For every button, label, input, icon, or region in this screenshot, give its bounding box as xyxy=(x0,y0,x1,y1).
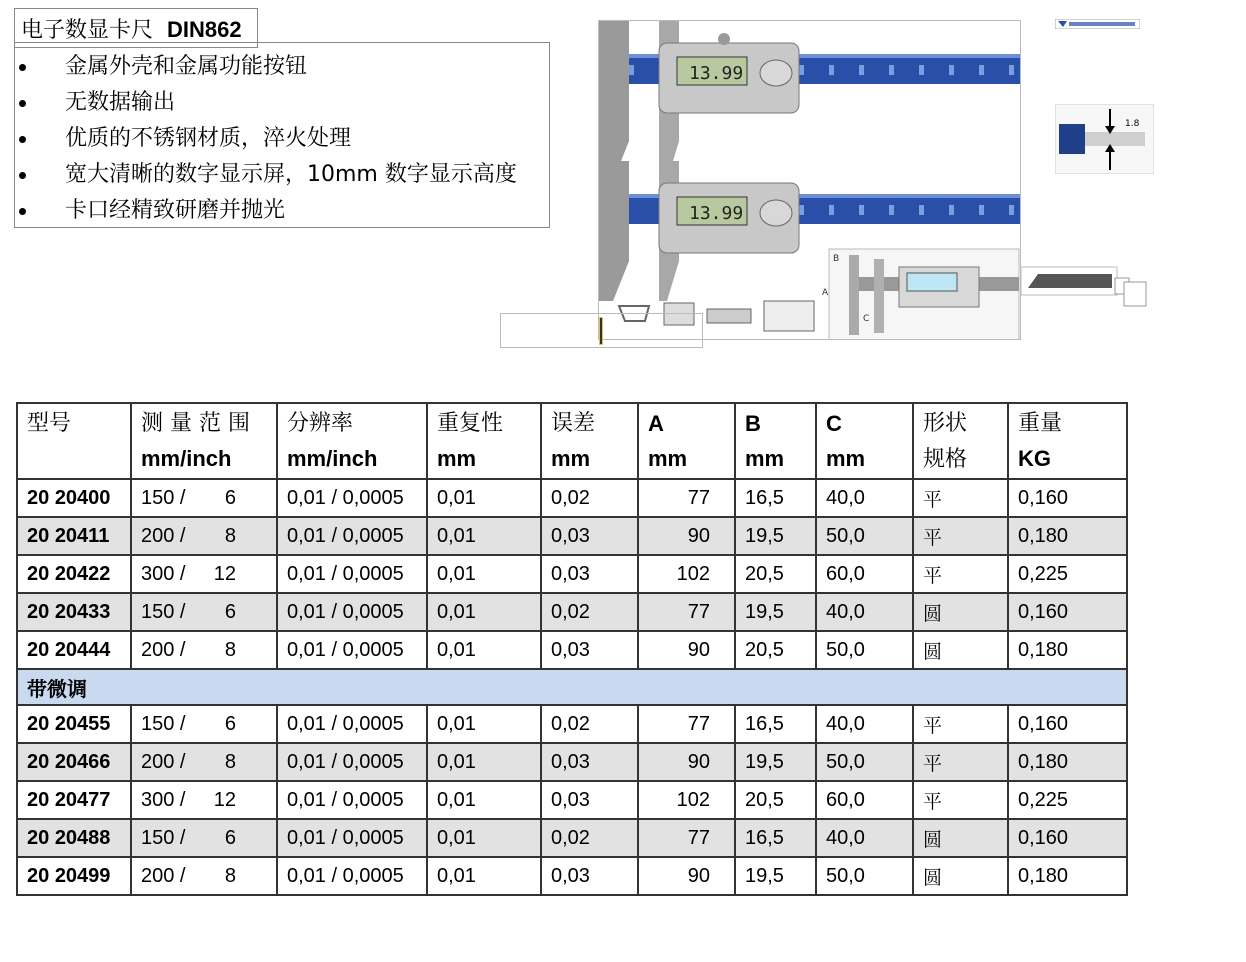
cell-weight: 0,160 xyxy=(1008,705,1127,743)
cell-c: 40,0 xyxy=(816,705,913,743)
cell-shape: 圆 xyxy=(913,631,1008,669)
cell-range: 150 / 6 xyxy=(131,705,277,743)
image-frame xyxy=(500,313,703,348)
cell-range: 200 / 8 xyxy=(131,631,277,669)
cell-a: 77 xyxy=(638,705,735,743)
cell-resolution: 0,01 / 0,0005 xyxy=(277,857,427,895)
table-body xyxy=(17,479,1127,895)
table-header-row xyxy=(17,403,1127,479)
lcd-reading-1: 13.99 xyxy=(689,63,744,84)
cell-repeatability: 0,01 xyxy=(427,555,541,593)
cell-model: 20 20488 xyxy=(17,819,131,857)
cell-shape: 圆 xyxy=(913,857,1008,895)
section-label: 带微调 xyxy=(17,669,1127,705)
feature-item: 宽大清晰的数字显示屏，10mm 数字显示高度 xyxy=(15,157,549,193)
cell-weight: 0,225 xyxy=(1008,555,1127,593)
title-standard: DIN862 xyxy=(167,17,242,42)
table-row xyxy=(17,819,1127,857)
cell-c: 40,0 xyxy=(816,819,913,857)
cell-b: 19,5 xyxy=(735,517,816,555)
cell-shape: 平 xyxy=(913,781,1008,819)
cell-c: 50,0 xyxy=(816,631,913,669)
cell-model: 20 20400 xyxy=(17,479,131,517)
cell-range: 300 / 12 xyxy=(131,781,277,819)
caliper-illustration xyxy=(599,21,1021,340)
cell-model: 20 20477 xyxy=(17,781,131,819)
cell-weight: 0,180 xyxy=(1008,743,1127,781)
header-c: C mm xyxy=(816,403,913,479)
cell-a: 90 xyxy=(638,517,735,555)
cell-resolution: 0,01 / 0,0005 xyxy=(277,555,427,593)
feature-item: 金属外壳和金属功能按钮 xyxy=(15,49,549,85)
dimension-label-a: A xyxy=(822,288,829,298)
header-b: B mm xyxy=(735,403,816,479)
cell-b: 20,5 xyxy=(735,555,816,593)
cell-shape: 平 xyxy=(913,479,1008,517)
cell-shape: 平 xyxy=(913,517,1008,555)
caliper-photo-area xyxy=(598,20,1021,340)
cell-a: 77 xyxy=(638,819,735,857)
cell-repeatability: 0,01 xyxy=(427,517,541,555)
cell-range: 200 / 8 xyxy=(131,857,277,895)
table-row xyxy=(17,517,1127,555)
cell-b: 16,5 xyxy=(735,479,816,517)
table-row xyxy=(17,705,1127,743)
header-shape: 形状 规格 xyxy=(913,403,1008,479)
cell-resolution: 0,01 / 0,0005 xyxy=(277,705,427,743)
header-resolution: 分辨率 mm/inch xyxy=(277,403,427,479)
cell-c: 40,0 xyxy=(816,593,913,631)
cell-b: 19,5 xyxy=(735,743,816,781)
cell-b: 19,5 xyxy=(735,857,816,895)
cell-error: 0,03 xyxy=(541,781,638,819)
cell-c: 50,0 xyxy=(816,517,913,555)
cell-c: 50,0 xyxy=(816,857,913,895)
cell-shape: 平 xyxy=(913,705,1008,743)
header-range: 测 量 范 围 mm/inch xyxy=(131,403,277,479)
cell-b: 20,5 xyxy=(735,781,816,819)
spec-table xyxy=(16,402,1128,896)
table-row xyxy=(17,857,1127,895)
cell-error: 0,03 xyxy=(541,555,638,593)
header-weight: 重量 KG xyxy=(1008,403,1127,479)
cell-shape: 圆 xyxy=(913,819,1008,857)
cell-shape: 圆 xyxy=(913,593,1008,631)
cell-b: 20,5 xyxy=(735,631,816,669)
cell-a: 77 xyxy=(638,479,735,517)
cell-weight: 0,160 xyxy=(1008,819,1127,857)
table-row xyxy=(17,781,1127,819)
cell-a: 90 xyxy=(638,743,735,781)
cell-b: 19,5 xyxy=(735,593,816,631)
cell-repeatability: 0,01 xyxy=(427,593,541,631)
dimension-diagram xyxy=(822,249,1019,340)
cell-a: 102 xyxy=(638,781,735,819)
cell-error: 0,03 xyxy=(541,517,638,555)
cell-repeatability: 0,01 xyxy=(427,743,541,781)
feature-item: 无数据输出 xyxy=(15,85,549,121)
cell-error: 0,03 xyxy=(541,631,638,669)
blade-thickness-icon xyxy=(1020,266,1148,308)
cell-resolution: 0,01 / 0,0005 xyxy=(277,819,427,857)
header-repeatability: 重复性 mm xyxy=(427,403,541,479)
cell-model: 20 20466 xyxy=(17,743,131,781)
cell-model: 20 20422 xyxy=(17,555,131,593)
cell-resolution: 0,01 / 0,0005 xyxy=(277,593,427,631)
cell-b: 16,5 xyxy=(735,705,816,743)
cell-model: 20 20433 xyxy=(17,593,131,631)
header-error: 误差 mm xyxy=(541,403,638,479)
table-row xyxy=(17,631,1127,669)
cell-b: 16,5 xyxy=(735,819,816,857)
cell-c: 40,0 xyxy=(816,479,913,517)
cell-resolution: 0,01 / 0,0005 xyxy=(277,743,427,781)
title-cn: 电子数显卡尺 xyxy=(21,18,154,43)
cell-c: 60,0 xyxy=(816,781,913,819)
dimension-label-b: B xyxy=(833,254,840,264)
feature-list-box xyxy=(14,42,550,228)
table-row xyxy=(17,555,1127,593)
cell-error: 0,02 xyxy=(541,819,638,857)
cell-resolution: 0,01 / 0,0005 xyxy=(277,631,427,669)
cell-model: 20 20499 xyxy=(17,857,131,895)
feature-item: 卡口经精致研磨并抛光 xyxy=(15,193,549,229)
dimension-label-c: C xyxy=(863,314,870,324)
cell-model: 20 20444 xyxy=(17,631,131,669)
cell-a: 90 xyxy=(638,631,735,669)
cell-model: 20 20455 xyxy=(17,705,131,743)
cell-range: 150 / 6 xyxy=(131,593,277,631)
brand-logo xyxy=(1055,14,1140,24)
cell-resolution: 0,01 / 0,0005 xyxy=(277,479,427,517)
cell-weight: 0,180 xyxy=(1008,517,1127,555)
table-row xyxy=(17,743,1127,781)
table-row xyxy=(17,479,1127,517)
cell-repeatability: 0,01 xyxy=(427,479,541,517)
header-model: 型号 xyxy=(17,403,131,479)
cell-repeatability: 0,01 xyxy=(427,781,541,819)
cell-error: 0,02 xyxy=(541,479,638,517)
cell-model: 20 20411 xyxy=(17,517,131,555)
cell-weight: 0,180 xyxy=(1008,857,1127,895)
cell-range: 200 / 8 xyxy=(131,743,277,781)
jaw-thickness-icon xyxy=(1055,104,1154,174)
section-row-fine-adjust xyxy=(17,669,1127,705)
cell-repeatability: 0,01 xyxy=(427,705,541,743)
cell-repeatability: 0,01 xyxy=(427,631,541,669)
caliper-image-1 xyxy=(599,21,1021,181)
cell-repeatability: 0,01 xyxy=(427,857,541,895)
cell-range: 150 / 6 xyxy=(131,479,277,517)
cell-weight: 0,225 xyxy=(1008,781,1127,819)
cell-weight: 0,160 xyxy=(1008,593,1127,631)
thickness-label: 1.8 xyxy=(1125,119,1140,129)
cell-range: 200 / 8 xyxy=(131,517,277,555)
cell-resolution: 0,01 / 0,0005 xyxy=(277,517,427,555)
cell-shape: 平 xyxy=(913,743,1008,781)
cell-c: 50,0 xyxy=(816,743,913,781)
cell-shape: 平 xyxy=(913,555,1008,593)
cell-range: 150 / 6 xyxy=(131,819,277,857)
cell-error: 0,02 xyxy=(541,593,638,631)
cell-a: 77 xyxy=(638,593,735,631)
header-a: A mm xyxy=(638,403,735,479)
cell-error: 0,03 xyxy=(541,743,638,781)
cell-a: 90 xyxy=(638,857,735,895)
table-row xyxy=(17,593,1127,631)
cell-c: 60,0 xyxy=(816,555,913,593)
cell-error: 0,02 xyxy=(541,705,638,743)
cell-weight: 0,160 xyxy=(1008,479,1127,517)
cell-repeatability: 0,01 xyxy=(427,819,541,857)
cell-a: 102 xyxy=(638,555,735,593)
cell-error: 0,03 xyxy=(541,857,638,895)
cell-range: 300 / 12 xyxy=(131,555,277,593)
lcd-reading-2: 13.99 xyxy=(689,203,744,224)
feature-item: 优质的不锈钢材质，淬火处理 xyxy=(15,121,549,157)
cell-weight: 0,180 xyxy=(1008,631,1127,669)
feature-list xyxy=(15,49,549,229)
cell-resolution: 0,01 / 0,0005 xyxy=(277,781,427,819)
